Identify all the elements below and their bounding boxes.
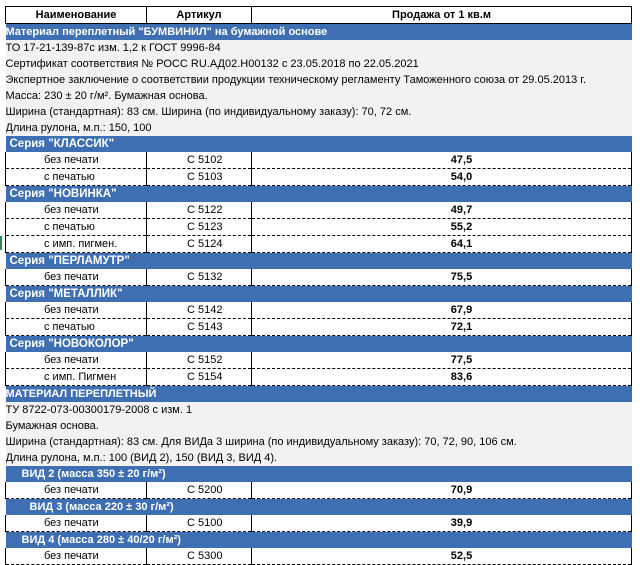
col-header-name: Наименование [6, 7, 147, 24]
info-text: Длина рулона, м.п.: 150, 100 [6, 120, 632, 136]
series-header-row [6, 136, 632, 152]
type-label: ВИД 4 (масса 280 ± 40/20 г/м²) [6, 532, 252, 549]
section-header-row [6, 386, 632, 403]
product-price: 52,5 [450, 550, 473, 562]
col-header-price: Продажа от 1 кв.м [252, 7, 632, 24]
product-variant: без печати [6, 515, 147, 532]
product-article: С 5100 [147, 515, 252, 532]
product-variant: с имп. пигмен. [6, 236, 147, 253]
product-article: С 5122 [147, 202, 252, 219]
series-fill [252, 532, 632, 549]
product-article: С 5142 [147, 302, 252, 319]
series-label: Серия "НОВОКОЛОР" [6, 336, 252, 353]
series-label: Серия "НОВИНКА" [6, 186, 252, 203]
series-fill [252, 136, 632, 152]
product-article: С 5102 [147, 152, 252, 169]
series-label: Серия "МЕТАЛЛИК" [6, 286, 252, 303]
product-article: С 5143 [147, 319, 252, 336]
product-price-cell [252, 515, 632, 532]
product-price-cell [252, 236, 632, 253]
product-variant: без печати [6, 152, 147, 169]
product-article: С 5200 [147, 482, 252, 499]
info-row [6, 40, 632, 56]
section-title: Материал переплетный "БУМВИНИЛ" на бумажной основе [6, 24, 632, 41]
info-text: Экспертное заключение о соответствии продукции техническому регламенту Таможенного союза от 29.05.2013 г. [6, 72, 632, 88]
product-price-cell [252, 302, 632, 319]
right-edge [634, 0, 640, 557]
product-variant: с печатью [6, 169, 147, 186]
product-price: 75,5 [450, 271, 473, 283]
product-row[interactable] [6, 302, 632, 319]
product-price: 70,9 [450, 484, 473, 496]
info-text: Масса: 230 ± 20 г/м². Бумажная основа. [6, 88, 632, 104]
col-header-article: Артикул [147, 7, 252, 24]
product-price: 47,5 [450, 154, 473, 166]
series-fill [252, 336, 632, 353]
section-title: МАТЕРИАЛ ПЕРЕПЛЕТНЫЙ [6, 386, 632, 403]
info-text: Ширина (стандартная): 83 см. Для ВИДа 3 ширина (по индивидуальному заказу): 70, 72, 90, 106 см. [6, 434, 632, 450]
product-price: 83,6 [450, 371, 473, 383]
product-article: С 5132 [147, 269, 252, 286]
product-price: 72,1 [450, 321, 473, 333]
product-row[interactable] [6, 152, 632, 169]
product-row[interactable] [6, 202, 632, 219]
product-row[interactable] [6, 269, 632, 286]
type-header-row [6, 466, 632, 482]
info-row [6, 418, 632, 434]
series-label: Серия "КЛАССИК" [6, 136, 252, 152]
product-price: 77,5 [450, 354, 473, 366]
product-row[interactable] [6, 219, 632, 236]
product-price-cell [252, 219, 632, 236]
info-row [6, 72, 632, 88]
product-price: 64,1 [450, 238, 473, 250]
product-price-cell [252, 202, 632, 219]
product-row[interactable] [6, 369, 632, 386]
product-price-cell [252, 269, 632, 286]
product-article: С 5123 [147, 219, 252, 236]
product-article: С 5124 [147, 236, 252, 253]
info-text: Ширина (стандартная): 83 см. Ширина (по индивидуальному заказу): 70, 72 см. [6, 104, 632, 120]
price-table-body [6, 7, 632, 565]
product-article: С 5103 [147, 169, 252, 186]
section-header-row [6, 24, 632, 41]
series-header-row [6, 253, 632, 270]
product-price-cell [252, 152, 632, 169]
product-article: С 5154 [147, 369, 252, 386]
product-price-cell [252, 169, 632, 186]
series-fill [252, 466, 632, 482]
info-text: ТО 17-21-139-87с изм. 1,2 к ГОСТ 9996-84 [6, 40, 632, 56]
info-text: Длина рулона, м.п.: 100 (ВИД 2), 150 (ВИД 3, ВИД 4). [6, 450, 632, 466]
info-row [6, 434, 632, 450]
product-price: 55,2 [450, 221, 473, 233]
series-fill [252, 499, 632, 516]
product-price-cell [252, 482, 632, 499]
series-fill [252, 286, 632, 303]
row-selection-marker [0, 236, 2, 250]
series-header-row [6, 286, 632, 303]
info-row [6, 402, 632, 418]
series-label: Серия "ПЕРЛАМУТР" [6, 253, 252, 270]
info-row [6, 88, 632, 104]
series-header-row [6, 186, 632, 203]
product-row[interactable] [6, 482, 632, 499]
info-row [6, 120, 632, 136]
product-price: 67,9 [450, 304, 473, 316]
product-variant: без печати [6, 482, 147, 499]
info-row [6, 56, 632, 72]
product-article: С 5152 [147, 352, 252, 369]
type-header-row [6, 532, 632, 549]
product-price-cell [252, 352, 632, 369]
info-text: ТУ 8722-073-00300179-2008 с изм. 1 [6, 402, 632, 418]
header-row [6, 7, 632, 24]
product-row[interactable] [6, 515, 632, 532]
product-price-cell [252, 369, 632, 386]
series-header-row [6, 336, 632, 353]
type-label: ВИД 2 (масса 350 ± 20 г/м²) [6, 466, 252, 482]
product-row[interactable] [6, 169, 632, 186]
series-fill [252, 253, 632, 270]
product-variant: с имп. Пигмен [6, 369, 147, 386]
product-variant: без печати [6, 352, 147, 369]
product-price-cell [252, 548, 632, 565]
product-article: С 5300 [147, 548, 252, 565]
product-variant: с печатью [6, 219, 147, 236]
product-variant: без печати [6, 548, 147, 565]
product-variant: без печати [6, 202, 147, 219]
product-price: 39,9 [450, 517, 473, 529]
product-row[interactable] [6, 352, 632, 369]
info-row [6, 450, 632, 466]
info-text: Сертификат соответствия № РОСС RU.АД02.Н00132 с 23.05.2018 по 22.05.2021 [6, 56, 632, 72]
info-text: Бумажная основа. [6, 418, 632, 434]
product-row[interactable] [6, 236, 632, 253]
product-row[interactable] [6, 548, 632, 565]
product-price: 49,7 [450, 204, 473, 216]
type-header-row [6, 499, 632, 516]
product-price: 54,0 [450, 171, 473, 183]
product-variant: без печати [6, 302, 147, 319]
price-table [5, 6, 632, 565]
type-label: ВИД 3 (масса 220 ± 30 г/м²) [6, 499, 252, 516]
info-row [6, 104, 632, 120]
product-row[interactable] [6, 319, 632, 336]
product-variant: с печатью [6, 319, 147, 336]
product-variant: без печати [6, 269, 147, 286]
product-price-cell [252, 319, 632, 336]
series-fill [252, 186, 632, 203]
